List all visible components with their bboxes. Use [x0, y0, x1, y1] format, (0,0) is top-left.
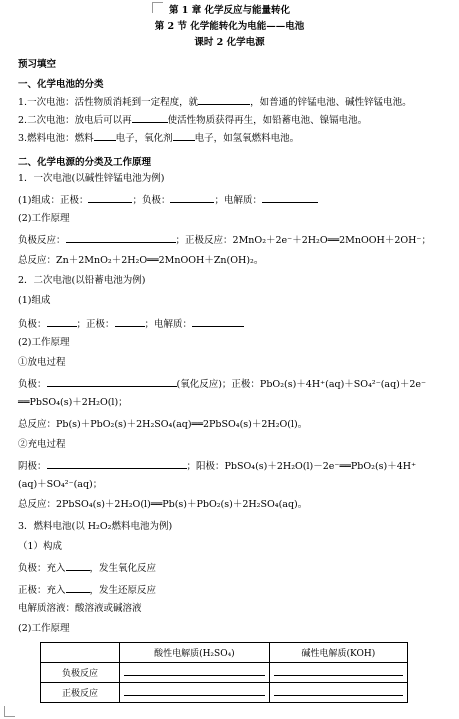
s2-p3: 3．燃料电池(以 H₂O₂燃料电池为例): [18, 521, 173, 532]
fuel-cell-table: [40, 642, 408, 703]
row-label-neg: 负极反应: [41, 663, 120, 683]
blank[interactable]: [173, 130, 195, 141]
s2-p2-chg-rx: 阴极： ；阳极：PbSO₄(s)＋2H₂O(l)－2e⁻══PbO₂(s)＋4H⁺: [18, 458, 451, 474]
blank[interactable]: [192, 316, 244, 327]
blank[interactable]: [66, 232, 176, 243]
s2-p2-dis-total: 总反应：Pb(s)＋PbO₂(s)＋2H₂SO₄(aq)══2PbSO₄(s)＋2H₂O(l)。: [18, 419, 308, 430]
s2-p2-dis: ①放电过程: [18, 357, 66, 368]
s2-p2: 2．二次电池(以铅蓄电池为例): [18, 275, 146, 286]
blank[interactable]: [47, 376, 177, 387]
s1-line2: 2.二次电池：放电后可以再 使活性物质获得再生，如铅蓄电池、镍镉电池。: [18, 112, 451, 128]
s2-p3-elec: 电解质溶液：酸溶液或碱溶液: [18, 603, 142, 614]
blank[interactable]: [262, 192, 318, 203]
s2-p2-chg-rx2: (aq)＋SO₄²⁻(aq)；: [18, 479, 103, 490]
section-title: 第 2 节 化学能转化为电能——电池: [154, 21, 305, 32]
lesson-title: 课时 2 化学电源: [194, 37, 265, 48]
s2-p2-chg-total: 总反应：2PbSO₄(s)＋2H₂O(l)══Pb(s)＋PbO₂(s)＋2H₂SO₄(aq)。: [18, 499, 308, 510]
table-row: [41, 663, 408, 683]
cell-base-pos[interactable]: [269, 683, 407, 703]
s2-p1-work: (2)工作原理: [18, 213, 70, 224]
cell-acid-pos[interactable]: [120, 683, 270, 703]
s2-p2-chg: ②充电过程: [18, 439, 66, 450]
s2-p3-comp: （1）构成: [18, 541, 63, 552]
s1-line1: 1.一次电池：活性物质消耗到一定程度，就 ，如普通的锌锰电池、碱性锌锰电池。: [18, 94, 451, 110]
blank[interactable]: [132, 112, 168, 123]
s2-p2-dis-rx2: ══PbSO₄(s)＋2H₂O(l)；: [18, 397, 128, 408]
cell-acid-neg[interactable]: [120, 663, 270, 683]
s2-p3-neg: 负极：充入 ，发生氧化反应: [18, 560, 451, 576]
table-corner: [41, 643, 120, 663]
s2-p3-pos: 正极：充入 ，发生还原反应: [18, 582, 451, 598]
blank[interactable]: [47, 458, 187, 469]
blank[interactable]: [66, 582, 90, 593]
table-header-row: [41, 643, 408, 663]
preview-heading: 预习填空: [18, 59, 57, 70]
crop-mark-bottom-left: [4, 706, 15, 717]
blank[interactable]: [198, 94, 250, 105]
row-label-pos: 正极反应: [41, 683, 120, 703]
s2-p1: 1．一次电池(以碱性锌锰电池为例): [18, 173, 165, 184]
table-row: [41, 683, 408, 703]
blank[interactable]: [115, 316, 145, 327]
chapter-title: 第 1 章 化学反应与能量转化: [168, 5, 291, 16]
s2-p2-dis-rx: 负极： (氧化反应)；正极：PbO₂(s)＋4H⁺(aq)＋SO₄²⁻(aq)＋2e⁻: [18, 376, 451, 392]
blank[interactable]: [88, 192, 132, 203]
s2-p2-comp: (1)组成: [18, 295, 51, 306]
blank[interactable]: [47, 316, 77, 327]
s2-p3-work: (2)工作原理: [18, 623, 70, 634]
s2-p2-parts: 负极： ；正极： ；电解质：: [18, 316, 451, 332]
s1-line3: 3.燃料电池：燃料 电子，氧化剂 电子，如氢氧燃料电池。: [18, 130, 451, 146]
header-base: 碱性电解质(KOH): [269, 643, 407, 663]
blank[interactable]: [94, 130, 116, 141]
section1-heading: 一、化学电池的分类: [18, 79, 104, 90]
blank[interactable]: [66, 560, 90, 571]
section2-heading: 二、化学电源的分类及工作原理: [18, 157, 152, 168]
blank[interactable]: [170, 192, 214, 203]
s2-p2-work: (2)工作原理: [18, 337, 70, 348]
header-acid: 酸性电解质(H₂SO₄): [120, 643, 270, 663]
cell-base-neg[interactable]: [269, 663, 407, 683]
s2-p1-comp: (1)组成：正极： ；负极： ；电解质：: [18, 192, 451, 208]
s2-p1-total: 总反应：Zn＋2MnO₂＋2H₂O══2MnOOH＋Zn(OH)₂。: [18, 255, 264, 266]
s2-p1-rx: 负极反应： ；正极反应：2MnO₂＋2e⁻＋2H₂O══2MnOOH＋2OH⁻；: [18, 232, 451, 248]
